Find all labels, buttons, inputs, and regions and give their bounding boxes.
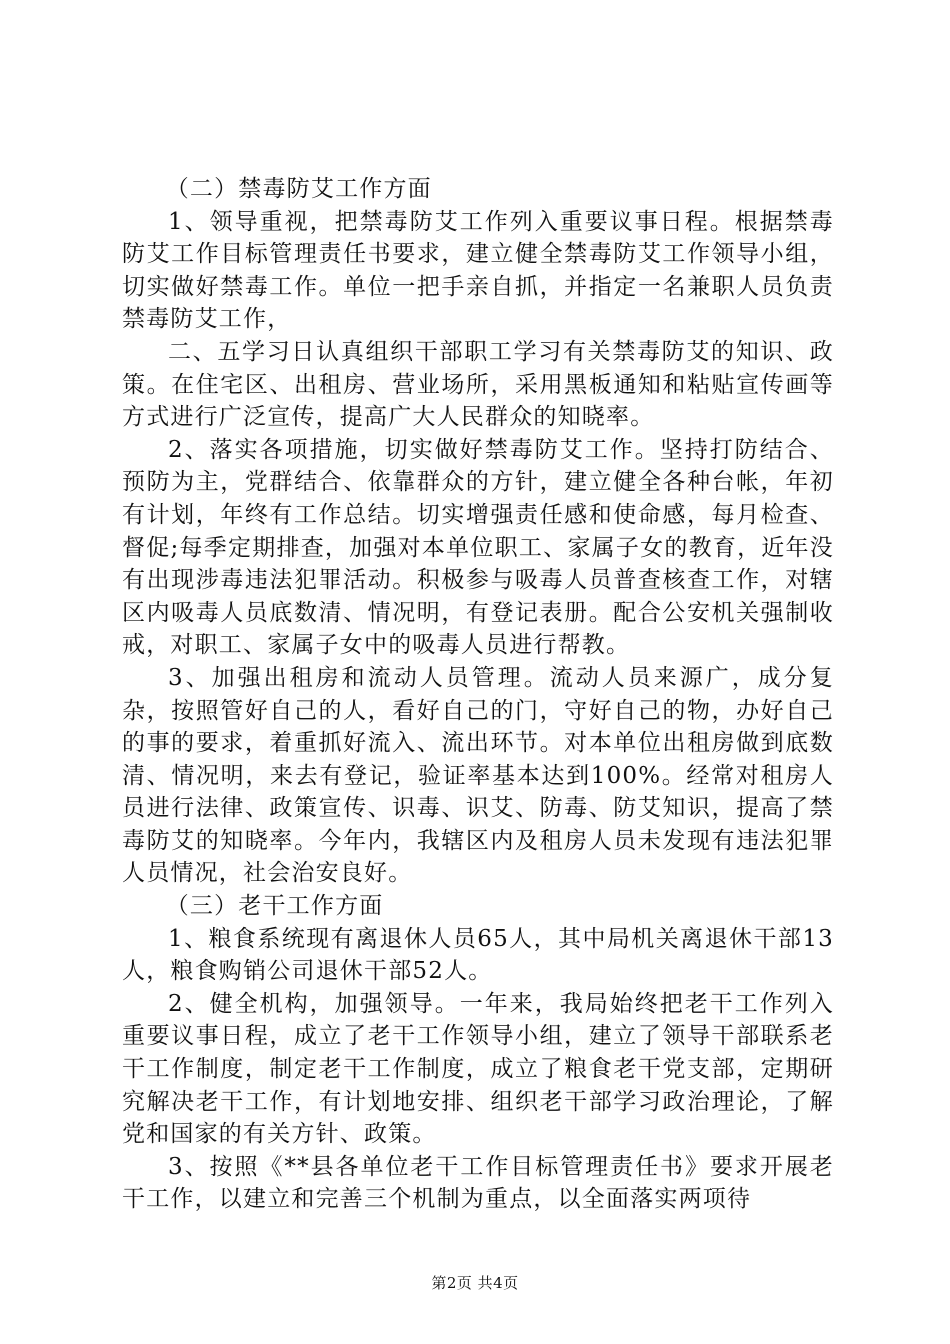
paragraph: 3、按照《**县各单位老干工作目标管理责任书》要求开展老干工作，以建立和完善三个机制为重点，以全面落实两项待 [122,1153,834,1213]
section-heading-2: （二）禁毒防艾工作方面 [165,176,432,202]
section-heading-3: （三）老干工作方面 [165,893,384,920]
paragraph: 1、领导重视，把禁毒防艾工作列入重要议事日程。根据禁毒防艾工作目标管理责任书要求，建立健全禁毒防艾工作领导小组，切实做好禁毒工作。单位一把手亲自抓，并指定一名兼职人员负责禁毒防艾工作， [122,208,834,333]
paragraph: 二、五学习日认真组织干部职工学习有关禁毒防艾的知识、政策。在住宅区、出租房、营业场所，采用黑板通知和粘贴宣传画等方式进行广泛宣传，提高广大人民群众的知晓率。 [122,338,834,431]
paragraph: 1、粮食系统现有离退休人员65人，其中局机关离退休干部13人，粮食购销公司退休干部52人。 [122,925,834,985]
paragraph: 3、加强出租房和流动人员管理。流动人员来源广，成分复杂，按照管好自己的人，看好自己的门，守好自己的物，办好自己的事的要求，着重抓好流入、流出环节。对本单位出租房做到底数清、情况明，来去有登记，验证率基本达到100%。经常对租房人员进行法律、政策宣传、识毒、识艾、防毒、防艾知识，提高了禁毒防艾的知晓率。今年内，我辖区内及租房人员未发现有违法犯罪人员情况，社会治安良好。 [122,664,834,887]
paragraph: 2、健全机构，加强领导。一年来，我局始终把老干工作列入重要议事日程，成立了老干工作领导小组，建立了领导干部联系老干工作制度，制定老干工作制度，成立了粮食老干党支部，定期研究解决老干工作，有计划地安排、组织老干部学习政治理论，了解党和国家的有关方针、政策。 [122,990,834,1148]
paragraph: 2、落实各项措施，切实做好禁毒防艾工作。坚持打防结合、预防为主，党群结合、依靠群众的方针，建立健全各种台帐，年初有计划，年终有工作总结。切实增强责任感和使命感，每月检查、督促;每季定期排查，加强对本单位职工、家属子女的教育，近年没有出现涉毒违法犯罪活动。积极参与吸毒人员普查核查工作，对辖区内吸毒人员底数清、情况明，有登记表册。配合公安机关强制收戒，对职工、家属子女中的吸毒人员进行帮教。 [122,436,834,659]
page-footer: 第2页 共4页 [431,1274,519,1292]
document-body [122,173,834,1216]
